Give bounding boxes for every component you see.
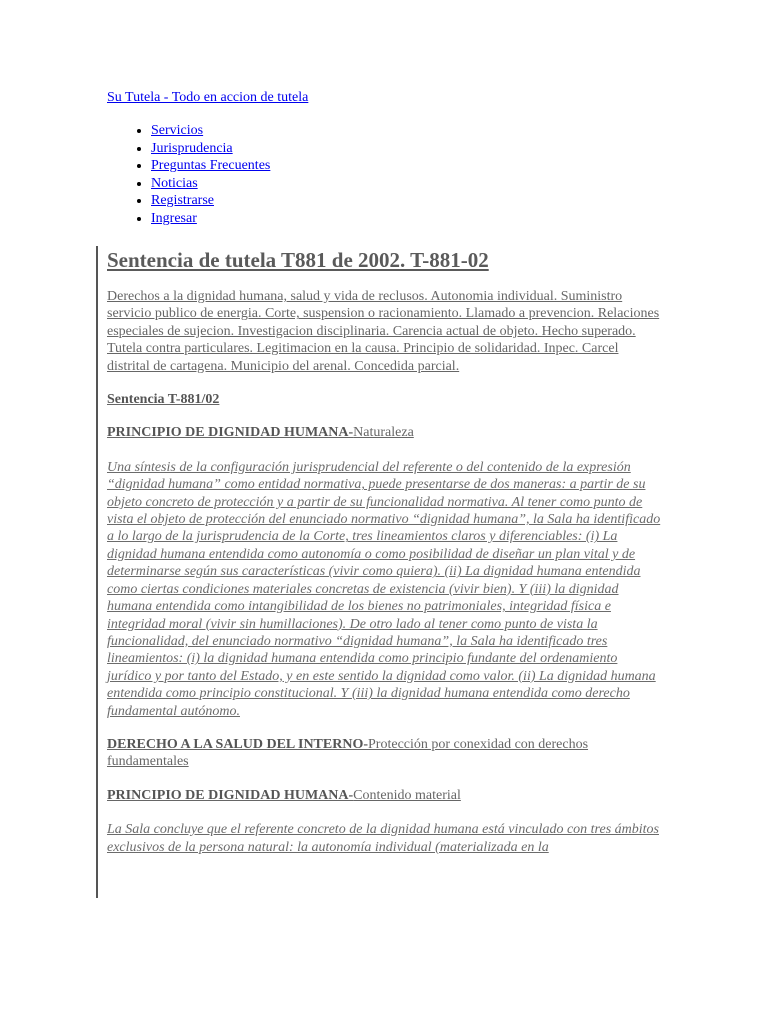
heading-bold: PRINCIPIO DE DIGNIDAD HUMANA- [107, 787, 354, 803]
article-body [107, 246, 662, 856]
heading-bold: DERECHO A LA SALUD DEL INTERNO- [107, 736, 369, 752]
section-heading-contenido-material [107, 787, 662, 804]
nav-link-noticias[interactable]: Noticias [151, 175, 198, 191]
article-summary: Derechos a la dignidad humana, salud y vida de reclusos. Autonomia individual. Suministro servicio publico de energia. Corte, suspension o racionamiento. Llamado a prevencion. Relaciones especiales de sujecion. Investigacion disciplinaria. Carencia actual de objeto. Hecho superado. Tutela contra particulares. Legitimacion en la causa. Principio de solidaridad. Inpec. Carcel distrital de cartagena. Municipio del arenal. Concedida parcial. [107, 289, 660, 374]
nav-item-jurisprudencia [151, 140, 270, 158]
nav-item-ingresar [151, 210, 270, 228]
nav-item-servicios [151, 122, 270, 140]
nav-link-preguntas-frecuentes[interactable]: Preguntas Frecuentes [151, 158, 271, 174]
nav-link-servicios[interactable]: Servicios [151, 123, 204, 138]
nav-link-jurisprudencia[interactable]: Jurisprudencia [151, 140, 233, 156]
paragraph-dignidad-naturaleza: Una síntesis de la configuración jurisprudencial del referente o del contenido de la expresión “dignidad humana” como entidad normativa, puede presentarse de dos maneras: a partir de su objeto concreto de protección y a partir de su funcionalidad normativa. Al tener como punto de vista el objeto de protección del enunciado normativo “dignidad humana”, la Sala ha identificado a lo largo de la jurisprudencia de la Corte, tres lineamientos claros y diferenciables: (i) La dignidad humana entendida como autonomía o como posibilidad de diseñar un plan vital y de determinarse según sus características (vivir como quiera). (ii) La dignidad humana entendida como ciertas condiciones materiales concretas de existencia (vivir bien). Y (iii) la dignidad humana entendida como intangibilidad de los bienes no patrimoniales, integridad física e integridad moral (vivir sin humillaciones). De otro lado al tener como punto de vista la funcionalidad, del enunciado normativo “dignidad humana”, la Sala ha identificado tres lineamientos: (i) la dignidad humana entendida como principio fundante del ordenamiento jurídico y por tanto del Estado, y en este sentido la dignidad como valor. (ii) La dignidad humana entendida como principio constitucional. Y (iii) la dignidad humana entendida como derecho fundamental autónomo. [107, 459, 661, 719]
section-heading-naturaleza [107, 424, 662, 441]
heading-rest: Contenido material [353, 787, 461, 803]
heading-rest: Naturaleza [353, 425, 414, 441]
sentencia-label-text: Sentencia T-881/02 [107, 392, 220, 408]
article-title: Sentencia de tutela T881 de 2002. T-881-02 [107, 248, 489, 272]
sentencia-label [107, 391, 662, 408]
site-home-link[interactable]: Su Tutela - Todo en accion de tutela [107, 90, 309, 105]
nav-link-registrarse[interactable]: Registrarse [151, 193, 214, 209]
section-heading-salud-interno [107, 736, 662, 771]
paragraph-contenido-material: La Sala concluye que el referente concreto de la dignidad humana está vinculado con tres ámbitos exclusivos de la persona natural: la autonomía individual (materializada en la [107, 822, 659, 855]
nav-item-noticias [151, 175, 270, 193]
nav-link-ingresar[interactable]: Ingresar [151, 210, 197, 226]
nav-item-registrarse [151, 192, 270, 210]
blockquote-left-rule [96, 246, 98, 898]
heading-bold: PRINCIPIO DE DIGNIDAD HUMANA- [107, 425, 354, 441]
heading-rest: Protección por conexidad con derechos fundamentales [107, 736, 589, 770]
site-nav-list [113, 122, 270, 228]
nav-item-preguntas-frecuentes [151, 157, 270, 175]
